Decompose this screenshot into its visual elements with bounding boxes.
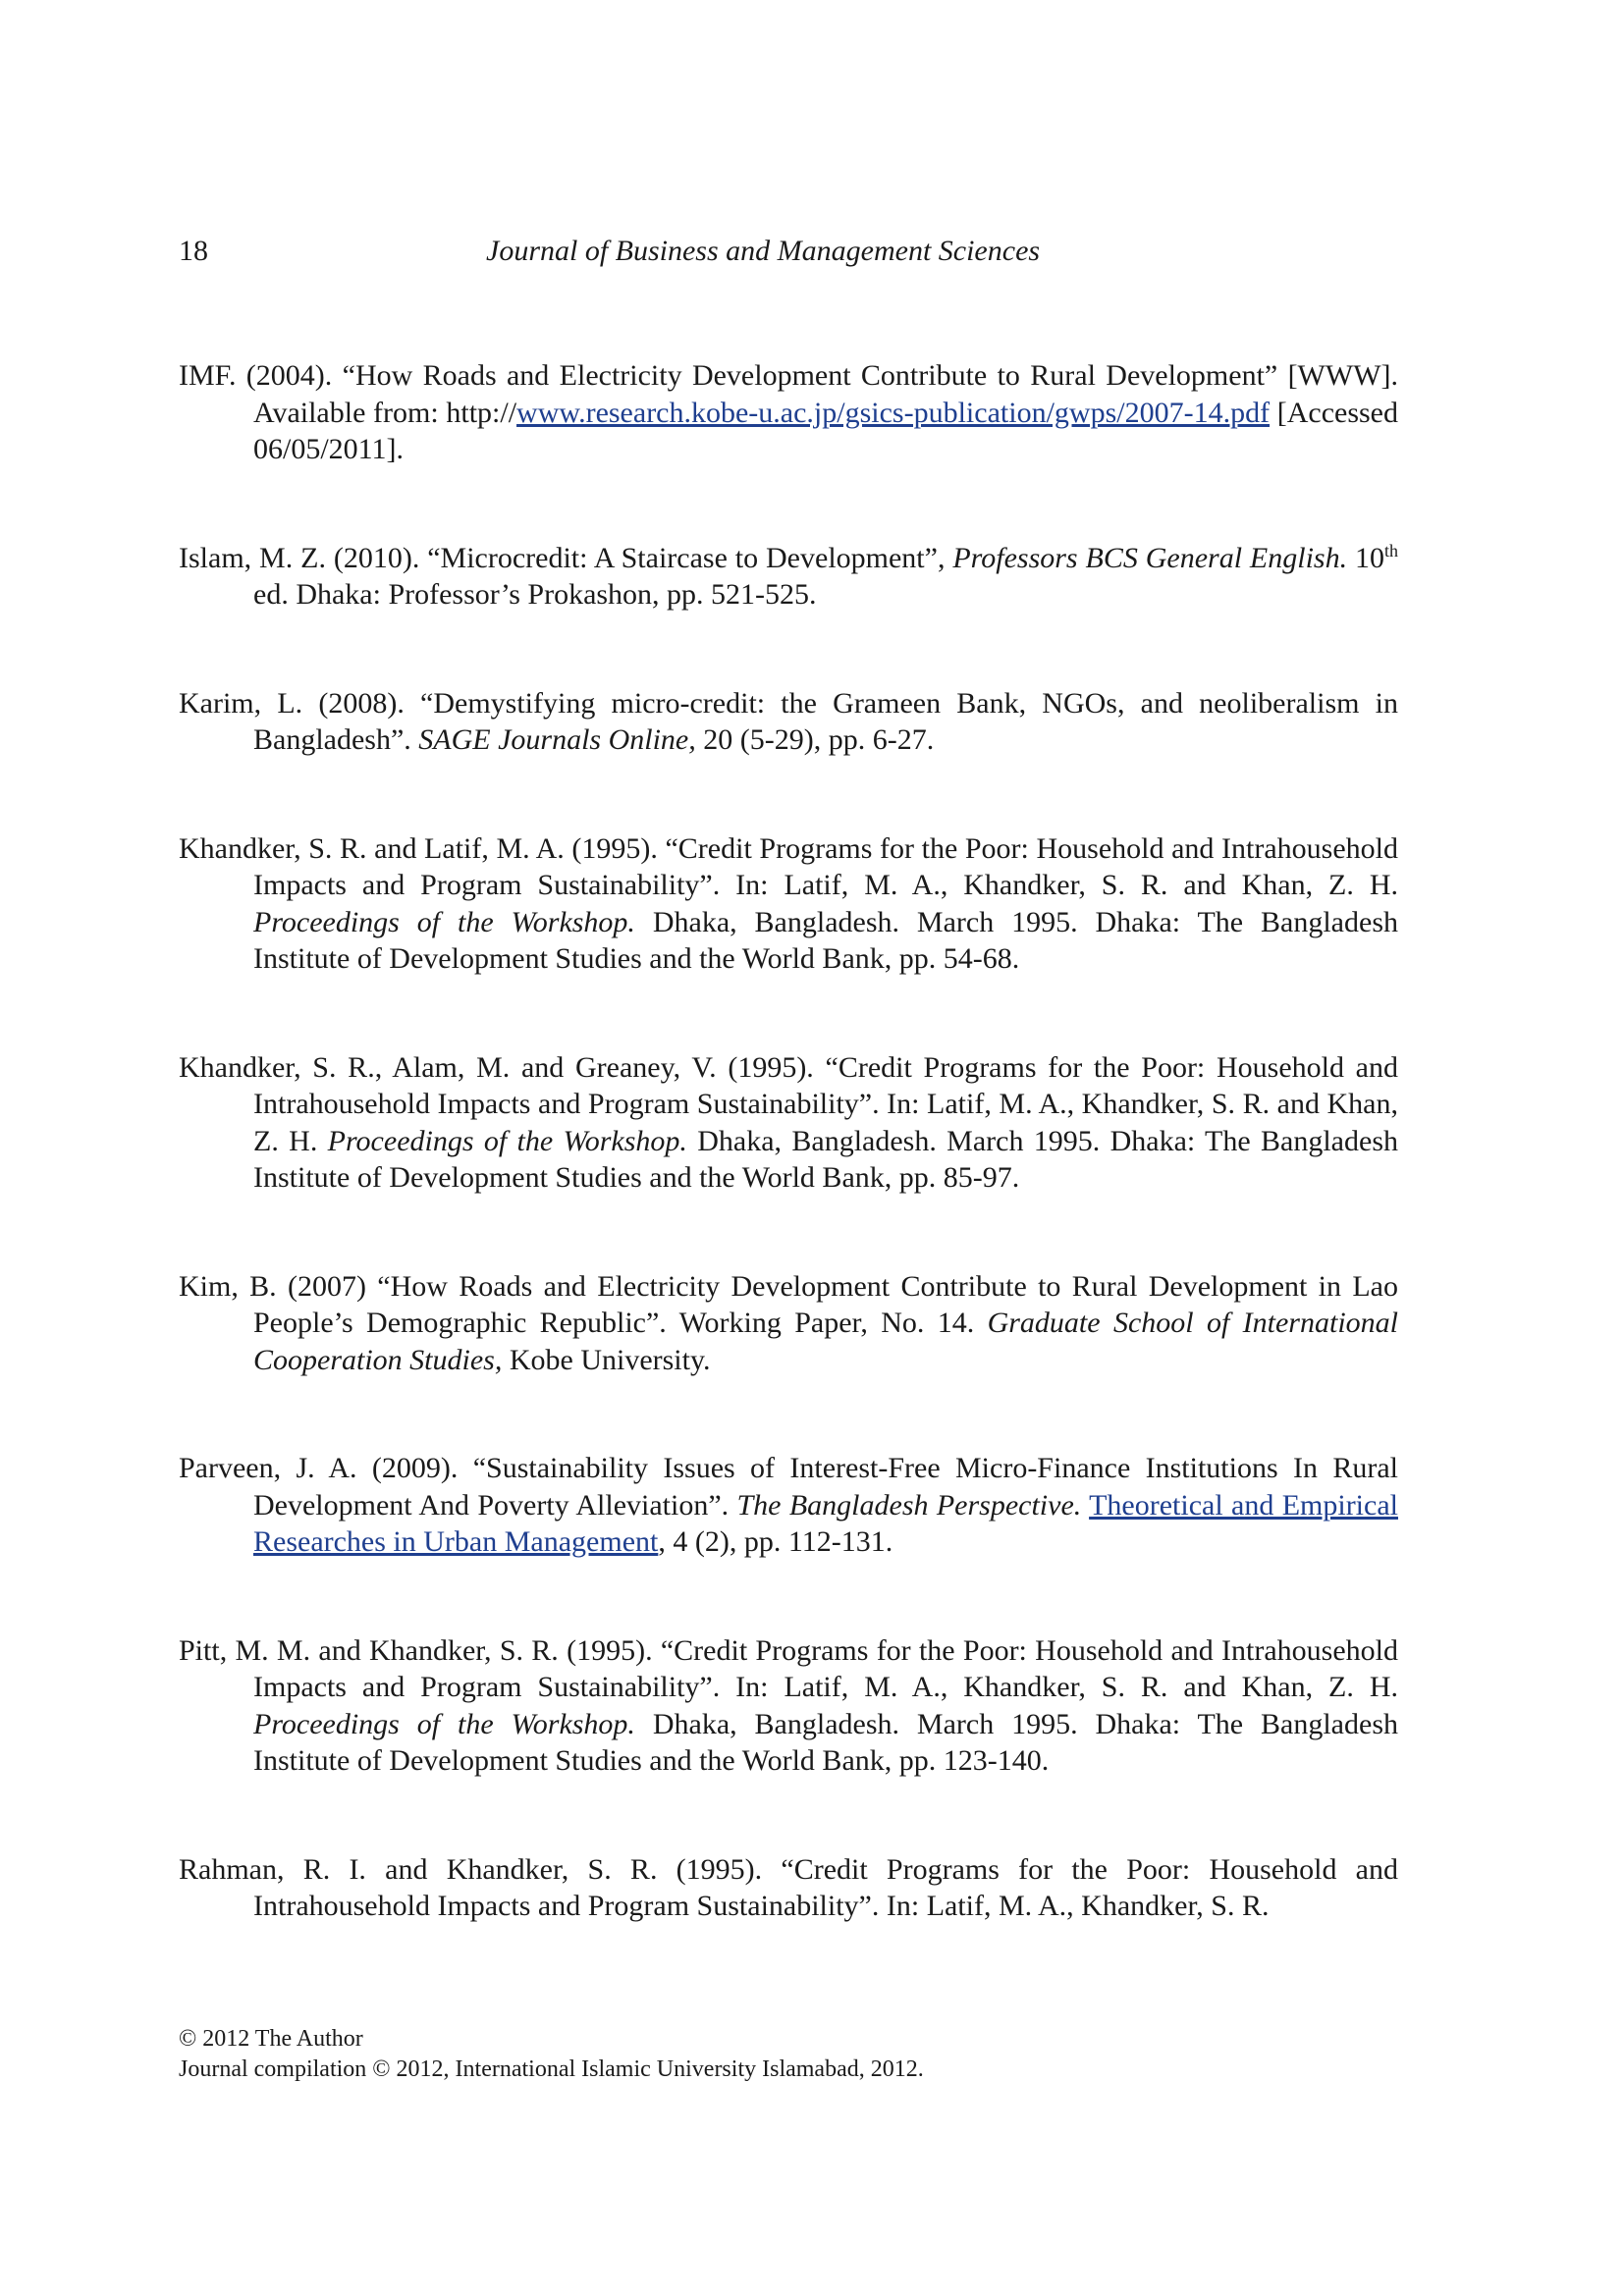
reference-text: Dhaka, Bangladesh. March 1995. Dhaka: The Bangladesh Institute of Development Studies and the World Bank, pp. 85-97. [253,1124,1398,1194]
reference-link-journal[interactable]: Theoretical and Empirical Researches in Urban Management [253,1488,1398,1558]
copyright-author: © 2012 The Author [179,2026,363,2052]
reference-text: Dhaka, Bangladesh. March 1995. Dhaka: The Bangladesh Institute of Development Studies and the World Bank, pp. 54-68. [253,905,1398,975]
copyright-compilation: Journal compilation © 2012, International Islamic University Islamabad, 2012. [179,2056,924,2082]
reference-text: Dhaka, Bangladesh. March 1995. Dhaka: The Bangladesh Institute of Development Studies and the World Bank, pp. 123-140. [253,1707,1398,1777]
reference-text: , 4 (2), pp. 112-131. [658,1525,893,1558]
reference-khandker-latif-1995 [179,830,1398,978]
reference-text: IMF. (2004). “How Roads and Electricity Development Contribute to Rural Development” [WWW]. Available from: http:// [179,359,1398,429]
reference-islam-2010 [179,540,1398,614]
reference-rahman-khandker-1995 [179,1851,1398,1925]
reference-text: 10 [1347,541,1384,574]
ordinal-suffix: th [1384,540,1399,561]
reference-text: Islam, M. Z. (2010). “Microcredit: A Staircase to Development”, [179,541,953,574]
page-footer [179,2024,924,2085]
reference-text: 20 (5-29), pp. 6-27. [695,723,935,756]
reference-text: Pitt, M. M. and Khandker, S. R. (1995). “Credit Programs for the Poor: Household and Intrahousehold Impacts and Program Sustainability”. In: Latif, M. A., Khandker, S. R. and Khan, Z. H. [179,1633,1398,1703]
reference-karim-2008 [179,685,1398,759]
reference-link-kobe-pdf[interactable]: www.research.kobe-u.ac.jp/gsics-publication/gwps/2007-14.pdf [516,396,1271,429]
reference-text: Kobe University. [502,1343,711,1376]
journal-title: Journal of Business and Management Sciences [486,235,1041,267]
reference-text: Khandker, S. R. and Latif, M. A. (1995). “Credit Programs for the Poor: Household and Intrahousehold Impacts and Program Sustainability”. In: Latif, M. A., Khandker, S. R. and Khan, Z. H. [179,831,1398,901]
reference-source-title: Professors BCS General English. [952,541,1348,574]
reference-text: Khandker, S. R., Alam, M. and Greaney, V. (1995). “Credit Programs for the Poor: Household and Intrahousehold Impacts and Program Sustainability”. In: Latif, M. A., Khandker, S. R. and Khan, Z. H. [179,1050,1398,1157]
reference-text: Karim, L. (2008). “Demystifying micro-credit: the Grameen Bank, NGOs, and neoliberalism in Bangladesh”. [179,686,1398,756]
reference-source-title: The Bangladesh Perspective. [736,1488,1082,1522]
reference-imf-2004 [179,357,1398,468]
reference-list [179,357,1398,1925]
reference-kim-2007 [179,1268,1398,1379]
reference-text: ed. Dhaka: Professor’s Prokashon, pp. 521-525. [253,578,817,611]
reference-khandker-alam-greaney-1995 [179,1049,1398,1197]
reference-source-title: Proceedings of the Workshop. [253,905,635,938]
reference-text: Kim, B. (2007) “How Roads and Electricity Development Contribute to Rural Development in Lao People’s Demographic Republic”. Working Paper, No. 14. [179,1269,1398,1339]
reference-text: Parveen, J. A. (2009). “Sustainability Issues of Interest-Free Micro-Finance Institutions In Rural Development And Poverty Alleviation”. [179,1452,1398,1522]
reference-source-title: Proceedings of the Workshop. [253,1707,635,1740]
reference-source-title: Graduate School of International Cooperation Studies, [253,1307,1398,1376]
reference-source-title: Proceedings of the Workshop. [327,1124,687,1157]
page-number: 18 [179,235,208,267]
reference-pitt-khandker-1995 [179,1632,1398,1780]
reference-text [1081,1489,1089,1522]
reference-source-title: SAGE Journals Online, [418,723,696,756]
reference-text: [Accessed 06/05/2011]. [253,396,1398,465]
reference-parveen-2009 [179,1450,1398,1561]
reference-text: Rahman, R. I. and Khandker, S. R. (1995). “Credit Programs for the Poor: Household and Intrahousehold Impacts and Program Sustainability”. In: Latif, M. A., Khandker, S. R. [179,1852,1398,1922]
